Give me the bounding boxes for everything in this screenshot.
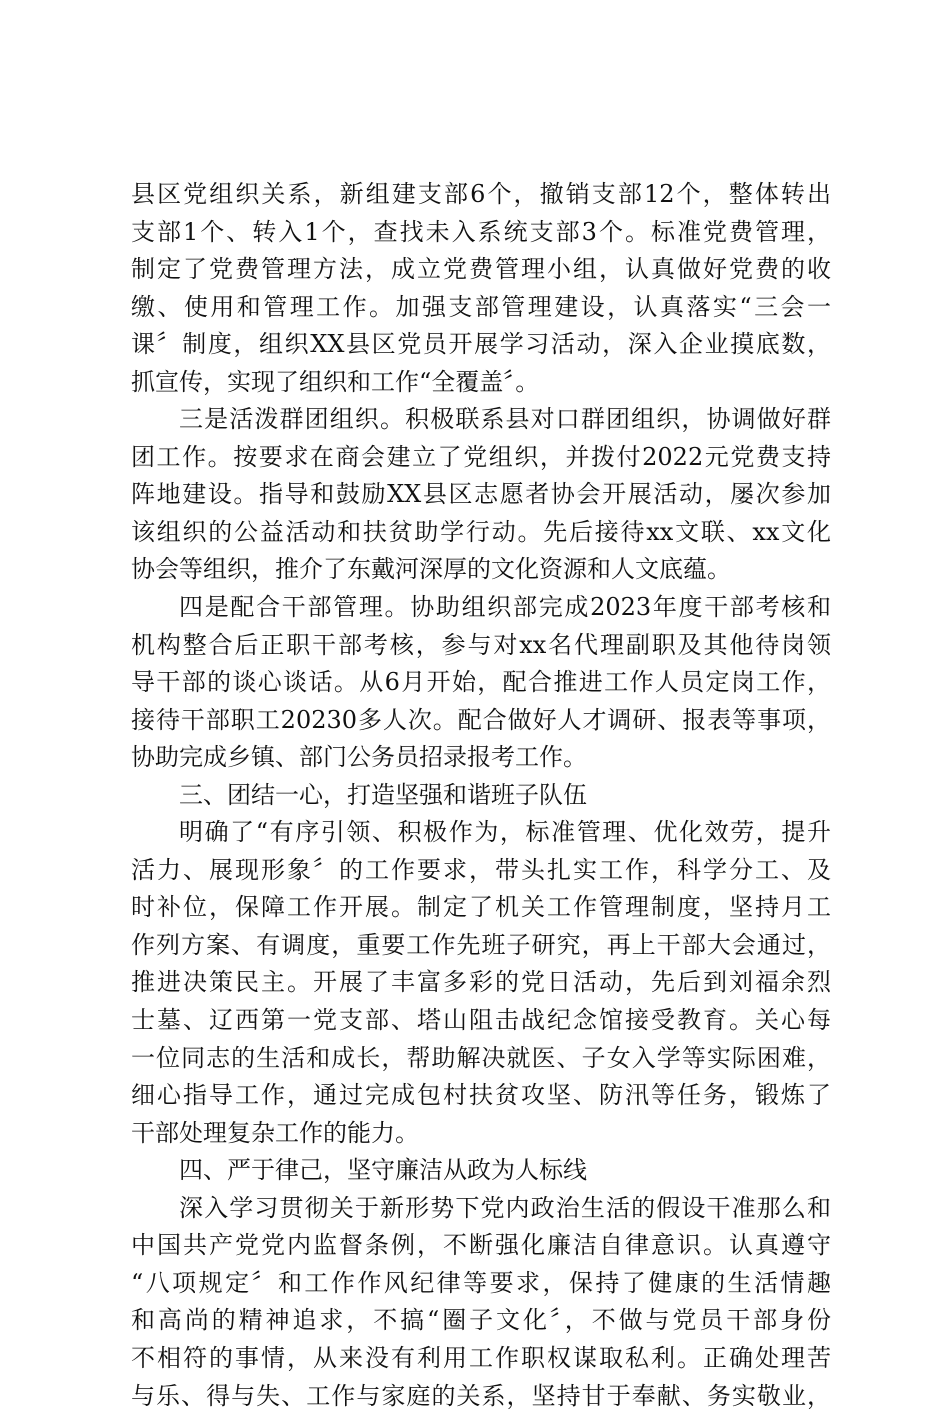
text-line: 士墓、辽西第一党支部、塔山阻击战纪念馆接受教育。关心每: [131, 1002, 831, 1040]
text-line: 团工作。按要求在商会建立了党组织，并拨付2022元党费支持: [131, 439, 831, 477]
text-line: “八项规定〞和工作作风纪律等要求，保持了健康的生活情趣: [131, 1265, 831, 1303]
paragraph-start-line: 深入学习贯彻关于新形势下党内政治生活的假设干准那么和: [131, 1190, 831, 1228]
text-line: 支部1个、转入1个，查找未入系统支部3个。标准党费管理，: [131, 214, 831, 252]
text-line: 协助完成乡镇、部门公务员招录报考工作。: [131, 739, 831, 777]
text-line: 和高尚的精神追求，不搞“圈子文化〞，不做与党员干部身份: [131, 1302, 831, 1340]
paragraph-start-line: 明确了“有序引领、积极作为，标准管理、优化效劳，提升: [131, 814, 831, 852]
text-line: 协会等组织，推介了东戴河深厚的文化资源和人文底蕴。: [131, 551, 831, 589]
text-line: 活力、展现形象〞的工作要求，带头扎实工作，科学分工、及: [131, 852, 831, 890]
text-line: 县区党组织关系，新组建支部6个，撤销支部12个，整体转出: [131, 176, 831, 214]
text-line: 不相符的事情，从来没有利用工作职权谋取私利。正确处理苦: [131, 1340, 831, 1378]
paragraph-start-line: 三是活泼群团组织。积极联系县对口群团组织，协调做好群: [131, 401, 831, 439]
text-line: 推进决策民主。开展了丰富多彩的党日活动，先后到刘福余烈: [131, 964, 831, 1002]
text-line: 制定了党费管理方法，成立党费管理小组，认真做好党费的收: [131, 251, 831, 289]
section-heading: 四、严于律己，坚守廉洁从政为人标线: [131, 1152, 831, 1190]
text-line: 机构整合后正职干部考核，参与对xx名代理副职及其他待岗领: [131, 627, 831, 665]
text-line: 课〞制度，组织XX县区党员开展学习活动，深入企业摸底数，: [131, 326, 831, 364]
text-line: 一位同志的生活和成长，帮助解决就医、子女入学等实际困难，: [131, 1040, 831, 1078]
text-line: 该组织的公益活动和扶贫助学行动。先后接待xx文联、xx文化: [131, 514, 831, 552]
text-line: 接待干部职工20230多人次。配合做好人才调研、报表等事项，: [131, 702, 831, 740]
section-heading: 三、团结一心，打造坚强和谐班子队伍: [131, 777, 831, 815]
text-line: 干部处理复杂工作的能力。: [131, 1115, 831, 1153]
document-body: [131, 176, 831, 1415]
text-line: 细心指导工作，通过完成包村扶贫攻坚、防汛等任务，锻炼了: [131, 1077, 831, 1115]
text-line: 导干部的谈心谈话。从6月开始，配合推进工作人员定岗工作，: [131, 664, 831, 702]
text-line: 作列方案、有调度，重要工作先班子研究，再上干部大会通过，: [131, 927, 831, 965]
text-line: 中国共产党党内监督条例，不断强化廉洁自律意识。认真遵守: [131, 1227, 831, 1265]
text-line: 抓宣传，实现了组织和工作“全覆盖〞。: [131, 364, 831, 402]
text-line: 与乐、得与失、工作与家庭的关系，坚持甘于奉献、务实敬业，: [131, 1378, 831, 1415]
text-line: 缴、使用和管理工作。加强支部管理建设，认真落实“三会一: [131, 289, 831, 327]
text-line: 时补位，保障工作开展。制定了机关工作管理制度，坚持月工: [131, 889, 831, 927]
paragraph-start-line: 四是配合干部管理。协助组织部完成2023年度干部考核和: [131, 589, 831, 627]
text-line: 阵地建设。指导和鼓励XX县区志愿者协会开展活动，屡次参加: [131, 476, 831, 514]
